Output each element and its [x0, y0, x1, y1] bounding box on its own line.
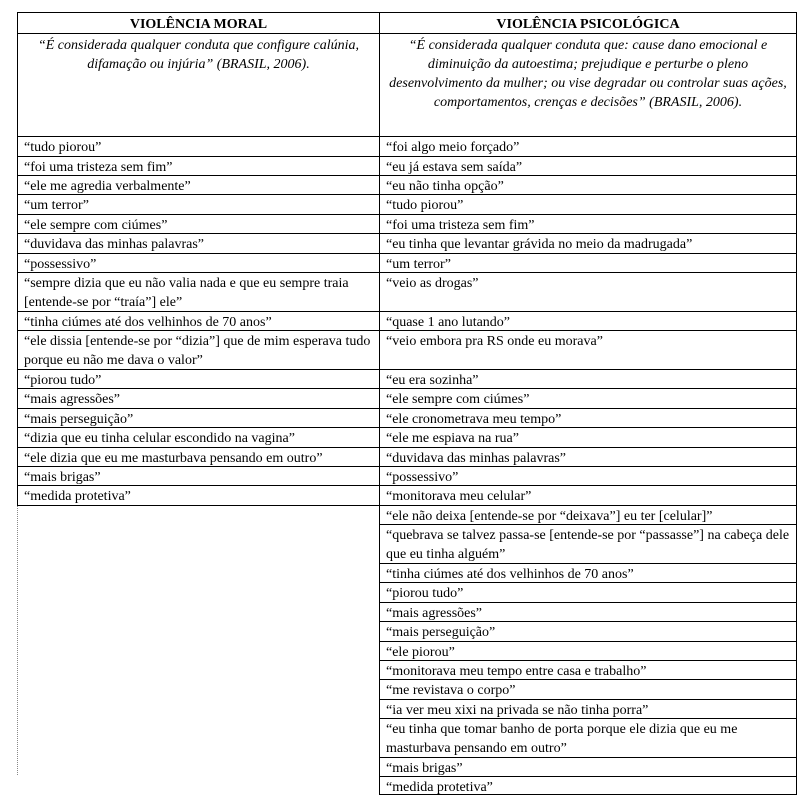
- table-row: “mais agressões”: [17, 388, 379, 408]
- table-row: “mais perseguição”: [17, 408, 379, 427]
- violence-table: [17, 12, 797, 795]
- table-row: “medida protetiva”: [17, 485, 379, 506]
- table-row: “ele sempre com ciúmes”: [379, 388, 797, 408]
- table-row: “quebrava se talvez passa-se [entende-se por “passasse”] na cabeça dele que eu tinha alguém”: [379, 524, 797, 563]
- definition-moral: “É considerada qualquer conduta que configure calúnia, difamação ou injúria” (BRASIL, 2006).: [17, 33, 379, 136]
- table-row: “possessivo”: [17, 253, 379, 272]
- table-row: “tinha ciúmes até dos velhinhos de 70 anos”: [17, 311, 379, 330]
- table-row: “ia ver meu xixi na privada se não tinha porra”: [379, 699, 797, 718]
- table-row: “um terror”: [17, 194, 379, 214]
- header-moral: VIOLÊNCIA MORAL: [17, 12, 379, 33]
- table-row: “foi uma tristeza sem fim”: [379, 214, 797, 233]
- table-row: “me revistava o corpo”: [379, 679, 797, 699]
- table-row: “tudo piorou”: [17, 136, 379, 156]
- table-row: “medida protetiva”: [379, 776, 797, 795]
- table-row: “ele piorou”: [379, 641, 797, 660]
- table-row: “piorou tudo”: [17, 369, 379, 388]
- table-row: “ele não deixa [entende-se por “deixava”] eu ter [celular]”: [379, 505, 797, 524]
- table-row: “duvidava das minhas palavras”: [379, 447, 797, 466]
- table-row: “ele sempre com ciúmes”: [17, 214, 379, 233]
- table-row: “ele dizia que eu me masturbava pensando em outro”: [17, 447, 379, 466]
- table-row: “veio as drogas”: [379, 272, 797, 311]
- table-row: “eu já estava sem saída”: [379, 156, 797, 175]
- table-row: “monitorava meu tempo entre casa e trabalho”: [379, 660, 797, 679]
- table-row: “ele me agredia verbalmente”: [17, 175, 379, 194]
- table-row: “possessivo”: [379, 466, 797, 485]
- table-row: “foi uma tristeza sem fim”: [17, 156, 379, 175]
- table-row: “sempre dizia que eu não valia nada e que eu sempre traia [entende-se por “traía”] ele”: [17, 272, 379, 311]
- table-row: “um terror”: [379, 253, 797, 272]
- table-row: “mais agressões”: [379, 602, 797, 621]
- table-row: “mais brigas”: [17, 466, 379, 485]
- table-empty-area-border: [17, 489, 18, 775]
- table-row: “quase 1 ano lutando”: [379, 311, 797, 330]
- table-row: “tudo piorou”: [379, 194, 797, 214]
- table-row: “monitorava meu celular”: [379, 485, 797, 505]
- table-row: “ele dissia [entende-se por “dizia”] que de mim esperava tudo porque eu não me dava o valor”: [17, 330, 379, 369]
- table-row: “dizia que eu tinha celular escondido na vagina”: [17, 427, 379, 447]
- table-row: “veio embora pra RS onde eu morava”: [379, 330, 797, 369]
- table-row: “ele cronometrava meu tempo”: [379, 408, 797, 427]
- table-row: “mais perseguição”: [379, 621, 797, 641]
- definition-psicologica: “É considerada qualquer conduta que: cause dano emocional e diminuição da autoestima; prejudique e perturbe o pleno desenvolvimento da mulher; ou vise degradar ou controlar suas ações, comportamentos, crenças e decisões” (BRASIL, 2006).: [379, 33, 797, 136]
- table-row: “piorou tudo”: [379, 582, 797, 602]
- table-row: “tinha ciúmes até dos velhinhos de 70 anos”: [379, 563, 797, 582]
- table-row: “eu não tinha opção”: [379, 175, 797, 194]
- table-row: “mais brigas”: [379, 757, 797, 776]
- table-row: “ele me espiava na rua”: [379, 427, 797, 447]
- table-row: “eu tinha que tomar banho de porta porque ele dizia que eu me masturbava pensando em outro”: [379, 718, 797, 757]
- table-row: “duvidava das minhas palavras”: [17, 233, 379, 253]
- header-psicologica: VIOLÊNCIA PSICOLÓGICA: [379, 12, 797, 33]
- table-row: “eu tinha que levantar grávida no meio da madrugada”: [379, 233, 797, 253]
- table-row: “eu era sozinha”: [379, 369, 797, 388]
- table-row: “foi algo meio forçado”: [379, 136, 797, 156]
